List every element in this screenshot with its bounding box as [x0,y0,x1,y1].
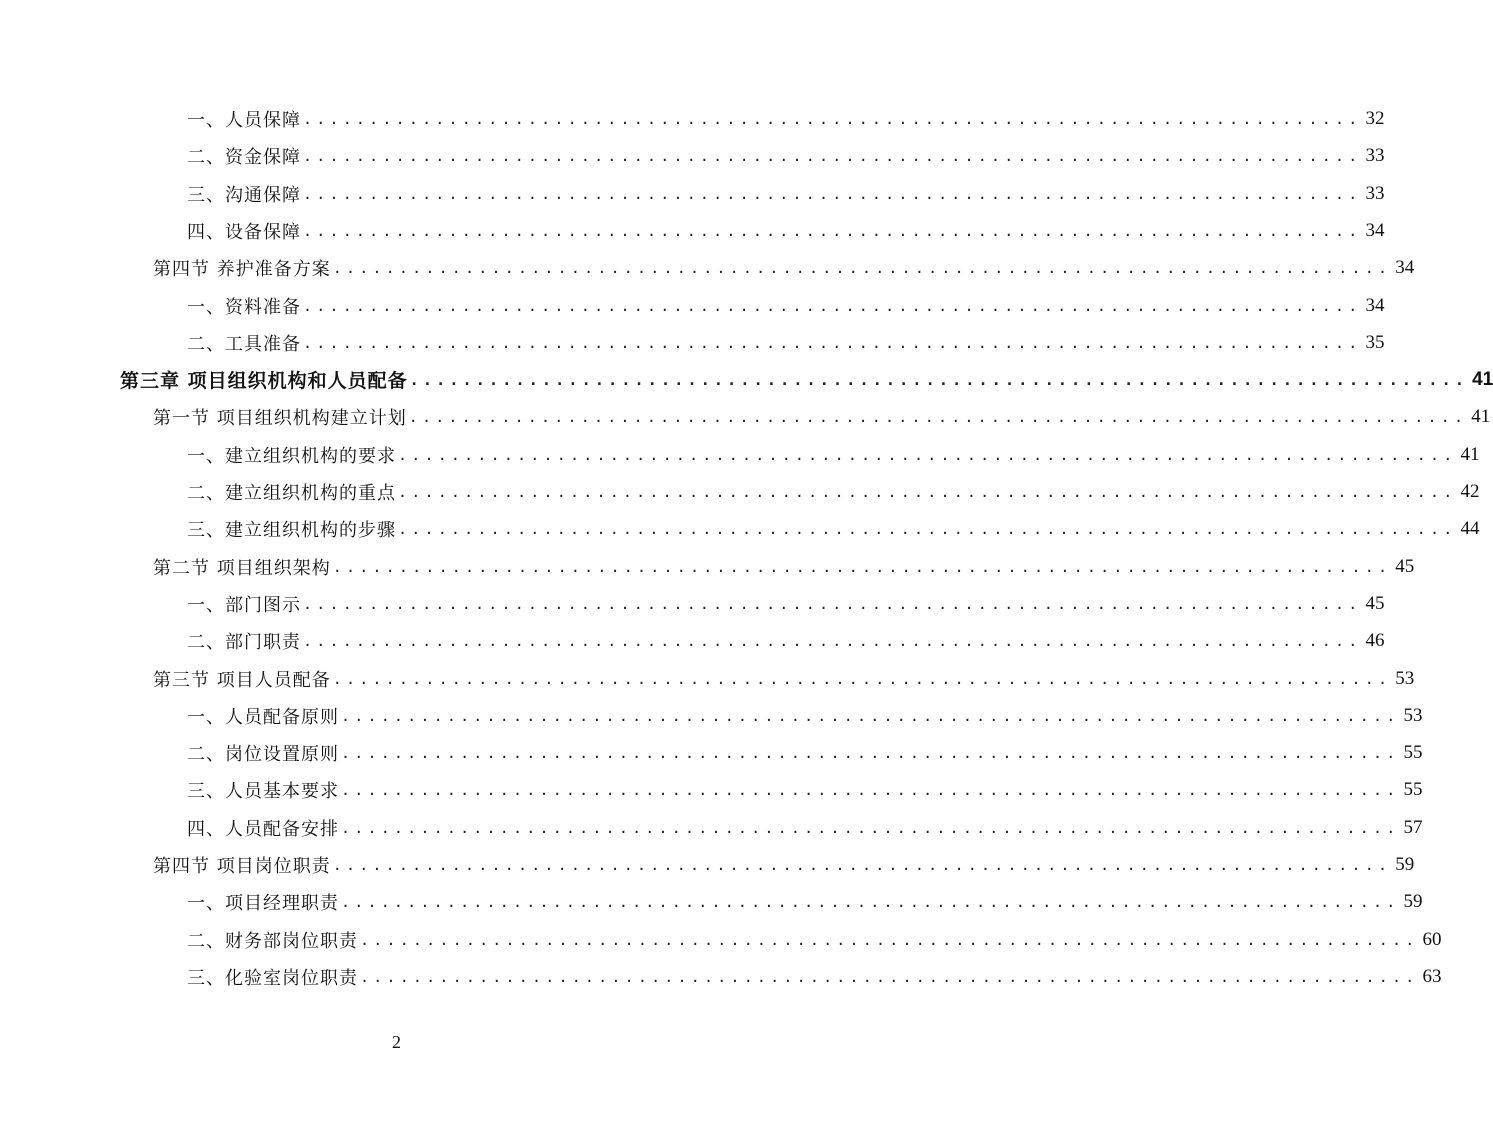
toc-dot-leader: ................................................................................ [303,184,1362,203]
toc-entry-page-number: 41 [1471,405,1491,427]
toc-entry-title: 四、设备保障 [187,221,301,243]
toc-entry-page-number: 45 [1365,592,1385,614]
toc-dot-leader: ................................................................................ [303,594,1362,613]
toc-entry-page-number: 57 [1403,816,1423,838]
toc-subsection-entry[interactable] [187,883,1423,920]
toc-dot-leader: ................................................................................ [341,892,1400,911]
toc-section-entry[interactable] [153,548,1415,585]
toc-subsection-entry[interactable] [187,137,1385,174]
toc-dot-leader: ................................................................................ [303,109,1362,128]
toc-entry-title: 第三章 项目组织机构和人员配备 [120,370,408,392]
toc-entry-title: 一、部门图示 [187,594,301,616]
toc-entry-title: 三、人员基本要求 [187,780,339,802]
toc-entry-page-number: 44 [1460,517,1480,539]
toc-entry-page-number: 59 [1395,853,1415,875]
toc-entry-page-number: 41 [1472,368,1493,390]
toc-section-entry[interactable] [153,249,1415,286]
toc-section-entry[interactable] [153,398,1491,435]
toc-subsection-entry[interactable] [187,510,1480,547]
toc-entry-title: 第三节 项目人员配备 [153,669,331,691]
toc-subsection-entry[interactable] [187,324,1385,361]
toc-entry-title: 第四节 养护准备方案 [153,258,331,280]
toc-dot-leader: ................................................................................ [398,445,1457,464]
toc-entry-page-number: 41 [1460,443,1480,465]
toc-entry-title: 二、部门职责 [187,631,301,653]
toc-dot-leader: ................................................................................ [408,407,1468,426]
toc-entry-page-number: 32 [1365,107,1385,129]
toc-subsection-entry[interactable] [187,436,1480,473]
toc-entry-page-number: 55 [1403,741,1423,763]
toc-entry-page-number: 34 [1395,256,1415,278]
toc-dot-leader: ................................................................................ [360,967,1419,986]
toc-dot-leader: ................................................................................ [409,370,1469,389]
toc-entry-title: 第四节 项目岗位职责 [153,855,331,877]
toc-dot-leader: ................................................................................ [398,519,1457,538]
toc-dot-leader: ................................................................................ [303,296,1362,315]
toc-entry-page-number: 60 [1422,928,1442,950]
toc-entry-title: 四、人员配备安排 [187,818,339,840]
toc-entry-title: 二、建立组织机构的重点 [187,482,396,504]
toc-entry-title: 第二节 项目组织架构 [153,557,331,579]
toc-subsection-entry[interactable] [187,100,1385,137]
toc-dot-leader: ................................................................................ [360,930,1419,949]
toc-entry-title: 第一节 项目组织机构建立计划 [153,407,407,429]
toc-entry-page-number: 45 [1395,555,1415,577]
page-number: 2 [392,1032,401,1052]
toc-subsection-entry[interactable] [187,585,1385,622]
toc-entry-title: 三、沟通保障 [187,184,301,206]
toc-subsection-entry[interactable] [187,622,1385,659]
toc-dot-leader: ................................................................................ [341,706,1400,725]
toc-dot-leader: ................................................................................ [303,631,1362,650]
toc-entry-page-number: 33 [1365,144,1385,166]
toc-entry-page-number: 53 [1403,704,1423,726]
toc-dot-leader: ................................................................................ [332,557,1392,576]
toc-entry-title: 三、化验室岗位职责 [187,967,358,989]
toc-dot-leader: ................................................................................ [332,258,1392,277]
toc-entry-page-number: 33 [1365,182,1385,204]
toc-subsection-entry[interactable] [187,212,1385,249]
toc-dot-leader: ................................................................................ [303,146,1362,165]
toc-entry-page-number: 35 [1365,331,1385,353]
toc-chapter-entry[interactable] [120,361,1493,398]
toc-entry-page-number: 34 [1365,294,1385,316]
toc-dot-leader: ................................................................................ [303,333,1362,352]
toc-dot-leader: ................................................................................ [332,855,1392,874]
toc-subsection-entry[interactable] [187,175,1385,212]
toc-dot-leader: ................................................................................ [398,482,1457,501]
toc-subsection-entry[interactable] [187,809,1423,846]
toc-entry-page-number: 34 [1365,219,1385,241]
toc-dot-leader: ................................................................................ [341,818,1400,837]
toc-dot-leader: ................................................................................ [332,669,1392,688]
toc-subsection-entry[interactable] [187,771,1423,808]
toc-subsection-entry[interactable] [187,734,1423,771]
toc-entry-title: 一、建立组织机构的要求 [187,445,396,467]
toc-entry-title: 三、建立组织机构的步骤 [187,519,396,541]
toc-entry-page-number: 53 [1395,667,1415,689]
toc-entry-page-number: 59 [1403,890,1423,912]
toc-entry-title: 一、资料准备 [187,296,301,318]
toc-section-entry[interactable] [153,660,1415,697]
toc-entry-page-number: 55 [1403,778,1423,800]
toc-entry-title: 一、人员配备原则 [187,706,339,728]
toc-entry-title: 一、人员保障 [187,109,301,131]
toc-subsection-entry[interactable] [187,958,1442,995]
toc-dot-leader: ................................................................................ [341,780,1400,799]
toc-entry-title: 二、工具准备 [187,333,301,355]
toc-entry-page-number: 63 [1422,965,1442,987]
toc-subsection-entry[interactable] [187,287,1385,324]
toc-entry-page-number: 46 [1365,629,1385,651]
toc-subsection-entry[interactable] [187,697,1423,734]
toc-entry-title: 一、项目经理职责 [187,892,339,914]
toc-dot-leader: ................................................................................ [303,221,1362,240]
toc-subsection-entry[interactable] [187,921,1442,958]
toc-entry-title: 二、财务部岗位职责 [187,930,358,952]
toc-subsection-entry[interactable] [187,473,1480,510]
toc-entry-title: 二、岗位设置原则 [187,743,339,765]
toc-dot-leader: ................................................................................ [341,743,1400,762]
toc-entry-title: 二、资金保障 [187,146,301,168]
toc-entry-page-number: 42 [1460,480,1480,502]
toc-section-entry[interactable] [153,846,1415,883]
